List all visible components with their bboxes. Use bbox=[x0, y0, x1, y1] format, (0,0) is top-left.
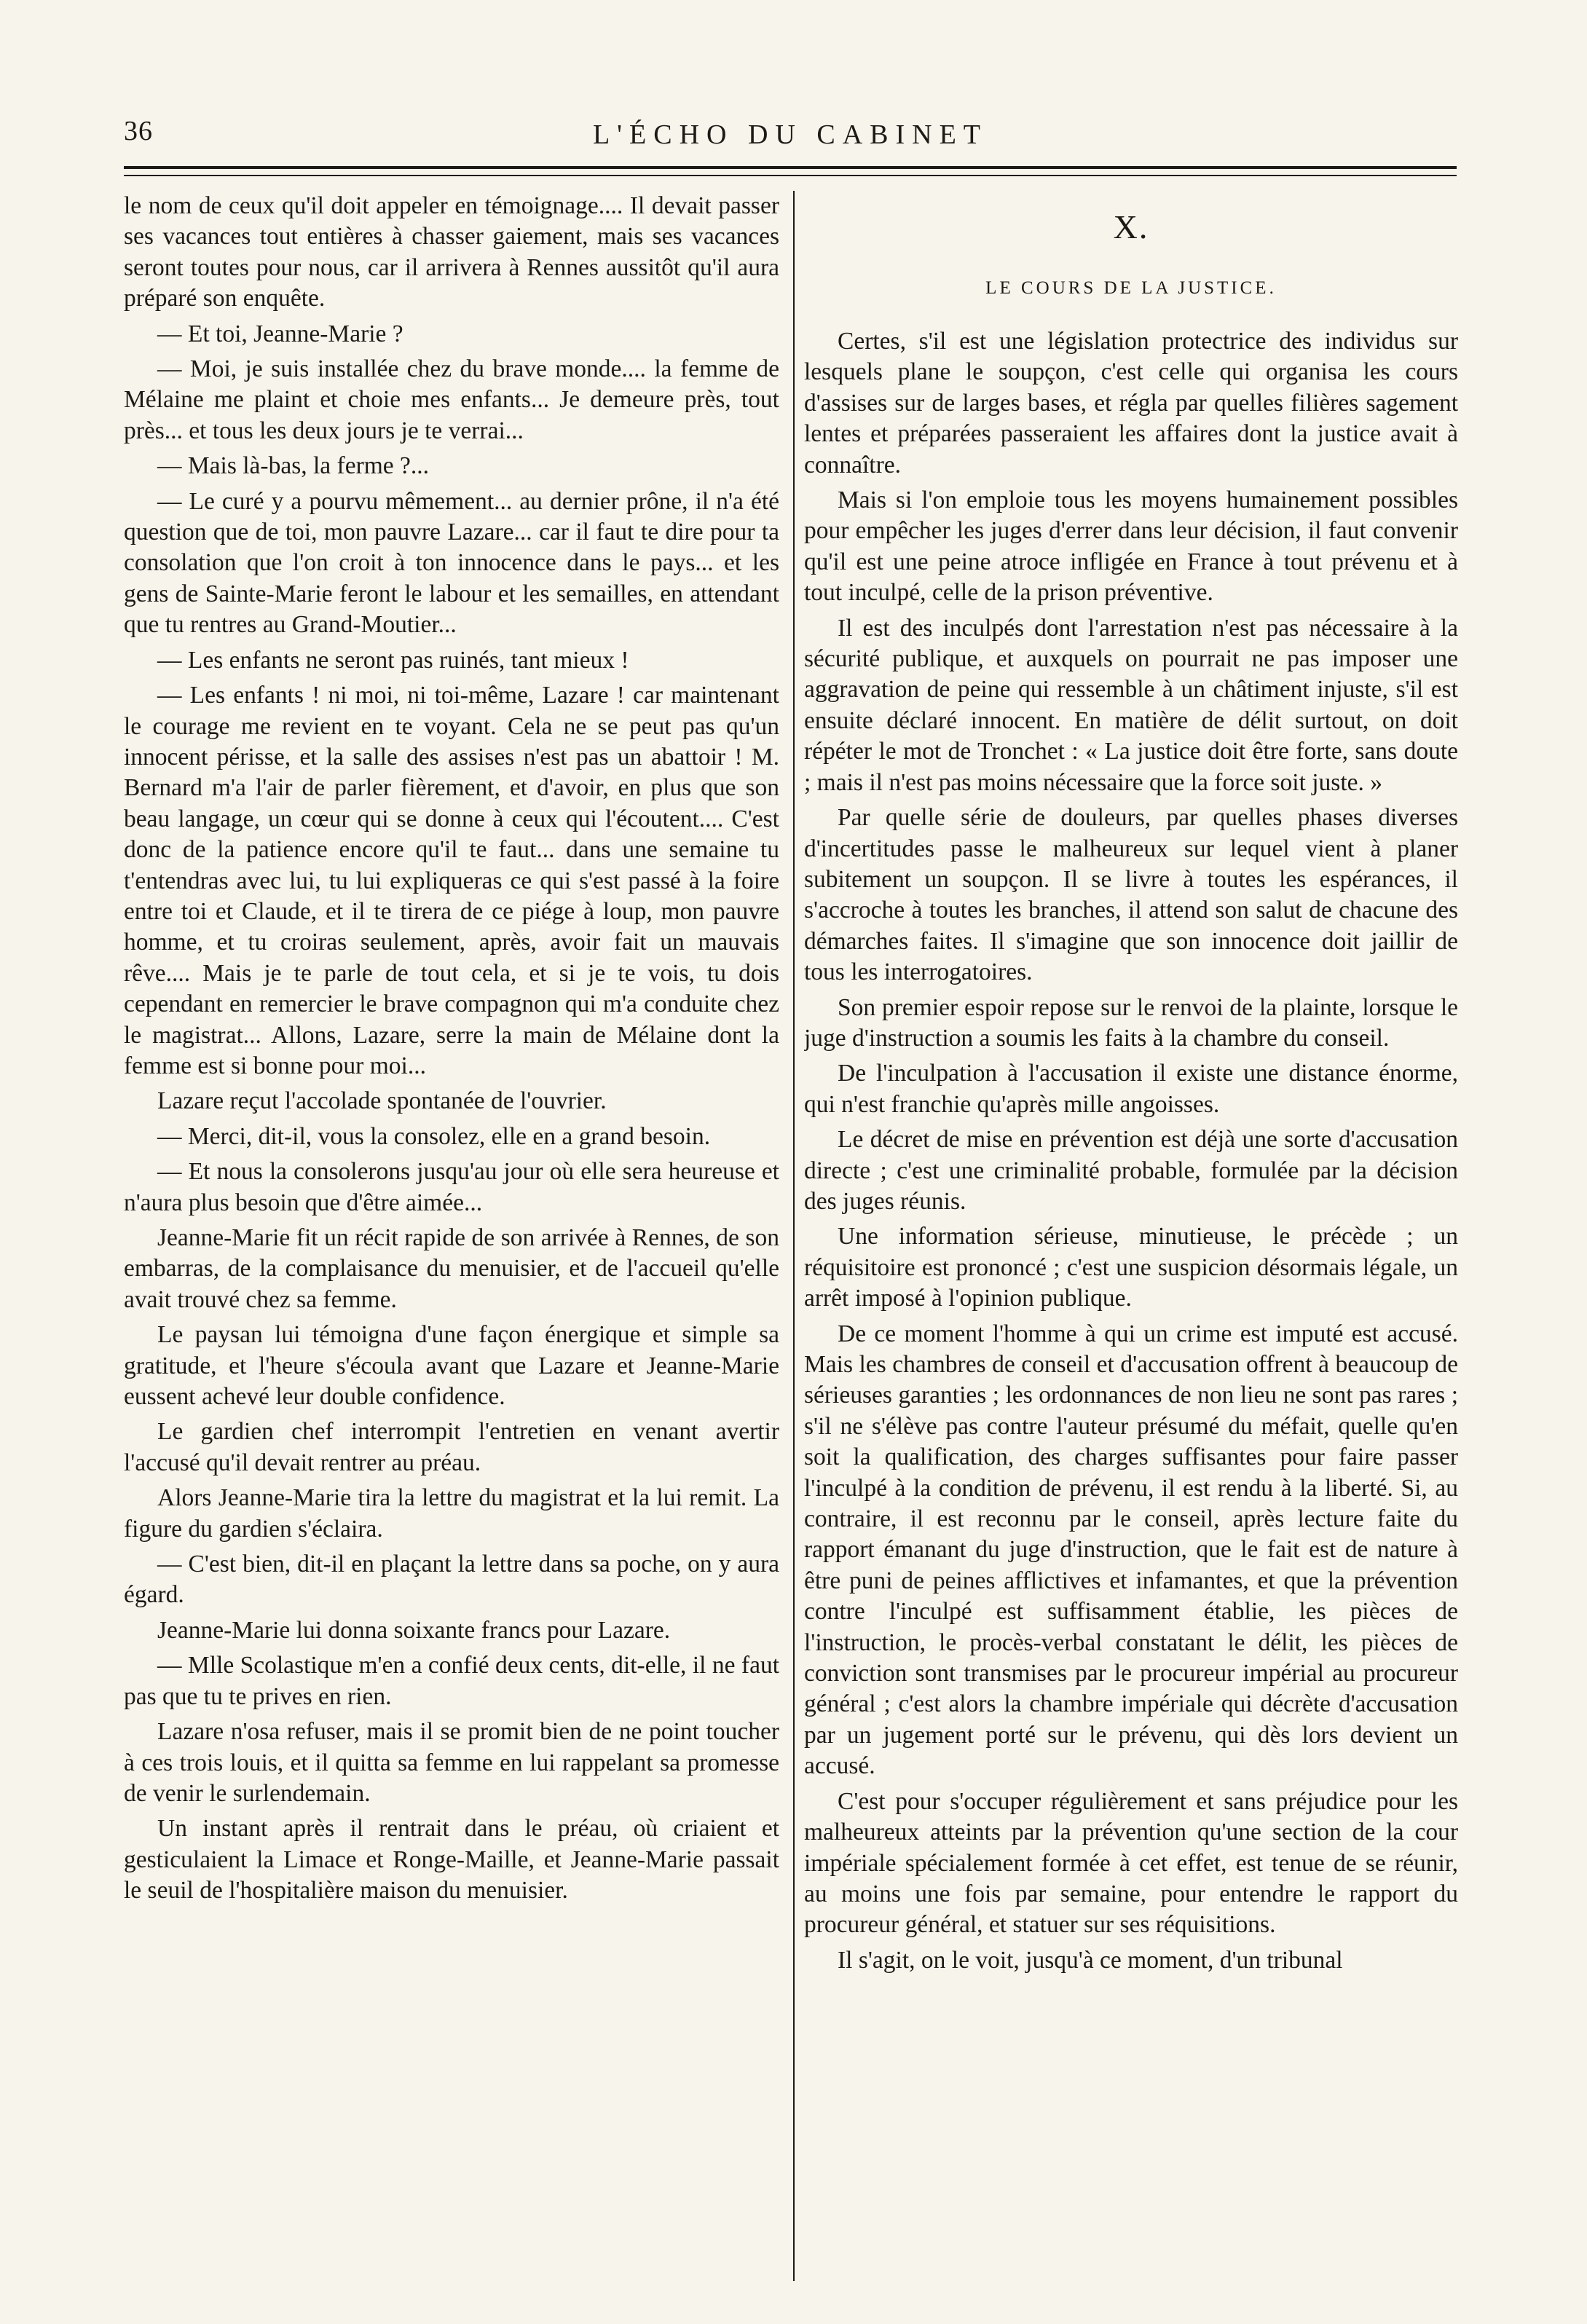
paragraph: De ce moment l'homme à qui un crime est imputé est accusé. Mais les chambres de conseil et d'accusation offrent à beaucoup de sérieuses garanties ; les ordonnances de non lieu ne sont pas rares ; s'il ne s'élève pas contre l'auteur présumé du méfait, quelle qu'en soit la qualification, des charges suffisantes pour faire passer l'inculpé à la condition de prévenu, il est rendu à la liberté. Si, au contraire, il est reconnu par le conseil, après lecture faite du rapport émanant du juge d'instruction, que le fait est de nature à être puni de peines afflictives et infamantes, et que la prévention contre l'inculpé est suffisamment établie, les pièces de l'instruction, le procès-verbal constatant le délit, les pièces de conviction sont transmises par le procureur impérial au procureur général ; c'est alors la chambre impériale qui décrète d'accusation par un jugement porté sur le prévenu, qui dès lors devient un accusé. bbox=[804, 1320, 1458, 1780]
header-rule-thick bbox=[124, 166, 1457, 169]
chapter-title: LE COURS DE LA JUSTICE. bbox=[985, 278, 1277, 298]
paragraph: Alors Jeanne-Marie tira la lettre du magistrat et la lui remit. La figure du gardien s'éclaira. bbox=[124, 1484, 779, 1543]
column-divider bbox=[793, 191, 795, 2281]
header-rule-thin bbox=[124, 175, 1457, 176]
paragraph: Jeanne-Marie fit un récit rapide de son arrivée à Rennes, de son embarras, de la complaisance du menuisier, et de l'accueil qu'elle avait trouvé chez sa femme. bbox=[124, 1224, 779, 1313]
left-column bbox=[124, 191, 779, 2303]
paragraph: Il est des inculpés dont l'arrestation n'est pas nécessaire à la sécurité publique, et auxquels on pourrait ne pas imposer une aggravation de peine qui ressemble à un châtiment injuste, s'il est ensuite déclaré innocent. En matière de délit surtout, on doit répéter le mot de Tronchet : « La justice doit être forte, sans doute ; mais il n'est pas moins nécessaire que la force soit juste. » bbox=[804, 614, 1458, 796]
paragraph: — Le curé y a pourvu mêmement... au dernier prône, il n'a été question que de toi, mon pauvre Lazare... car il faut te dire pour ta consolation que l'on croit à ton innocence dans le pays... et les gens de Sainte-Marie feront le labour et les semailles, en attendant que tu rentres au Grand-Moutier... bbox=[124, 487, 779, 639]
paragraph: Le paysan lui témoigna d'une façon énergique et simple sa gratitude, et l'heure s'écoula avant que Lazare et Jeanne-Marie eussent achevé leur double confidence. bbox=[124, 1321, 779, 1411]
paragraph: — Mais là-bas, la ferme ?... bbox=[157, 452, 430, 480]
right-column bbox=[804, 191, 1458, 2303]
paragraph: — Mlle Scolastique m'en a confié deux cents, dit-elle, il ne faut pas que tu te prives en rien. bbox=[124, 1652, 779, 1710]
paragraph: — C'est bien, dit-il en plaçant la lettre dans sa poche, on y aura égard. bbox=[124, 1551, 779, 1609]
paragraph: Le gardien chef interrompit l'entretien en venant avertir l'accusé qu'il devait rentrer au préau. bbox=[124, 1418, 779, 1476]
paragraph: C'est pour s'occuper régulièrement et sans préjudice pour les malheureux atteints par la prévention qu'une section de la cour impériale spécialement formée à cet effet, est tenue de se réunir, au moins une fois par semaine, pour entendre le rapport du procureur général, et statuer sur ses réquisitions. bbox=[804, 1787, 1458, 1939]
chapter-number: X. bbox=[1113, 208, 1149, 245]
paragraph: Lazare reçut l'accolade spontanée de l'ouvrier. bbox=[157, 1087, 607, 1115]
paragraph: le nom de ceux qu'il doit appeler en témoignage.... Il devait passer ses vacances tout entières à chasser gaiement, mais ses vacances seront toutes pour nous, car il arrivera à Rennes aussitôt qu'il aura préparé son enquête. bbox=[124, 192, 779, 312]
paragraph: — Et toi, Jeanne-Marie ? bbox=[157, 320, 403, 347]
paragraph: Certes, s'il est une législation protectrice des individus sur lesquels plane le soupçon, c'est celle qui organisa les cours d'assises sur de larges bases, et régla par quelles filières sagement lentes et préparées passeraient les affaires dont la justice avait à connaître. bbox=[804, 328, 1458, 478]
paragraph: Un instant après il rentrait dans le préau, où criaient et gesticulaient la Limace et Ronge-Maille, et Jeanne-Marie passait le seuil de l'hospitalière maison du menuisier. bbox=[124, 1815, 779, 1905]
paragraph: Lazare n'osa refuser, mais il se promit bien de ne point toucher à ces trois louis, et il quitta sa femme en lui rappelant sa promesse de venir le surlendemain. bbox=[124, 1718, 779, 1807]
paragraph: — Merci, dit-il, vous la consolez, elle en a grand besoin. bbox=[157, 1122, 711, 1150]
paragraph: Par quelle série de douleurs, par quelles phases diverses d'incertitudes passe le malheureux sur lequel vient à planer subitement un soupçon. Il se livre à toutes les espérances, il s'accroche à toutes les branches, il attend son salut de chacune des démarches faites. Il s'imagine que son innocence doit jaillir de tous les interrogatoires. bbox=[804, 804, 1458, 986]
page-header bbox=[124, 109, 1457, 160]
paragraph: — Et nous la consolerons jusqu'au jour où elle sera heureuse et n'aura plus besoin que d'être aimée... bbox=[124, 1158, 779, 1216]
paragraph: Son premier espoir repose sur le renvoi de la plainte, lorsque le juge d'instruction a soumis les faits à la chambre du conseil. bbox=[804, 993, 1458, 1052]
paragraph: Une information sérieuse, minutieuse, le précède ; un réquisitoire est prononcé ; c'est une suspicion désormais légale, un arrêt imposé à l'opinion publique. bbox=[804, 1223, 1458, 1312]
paragraph: — Les enfants ! ni moi, ni toi-même, Lazare ! car maintenant le courage me revient en te voyant. Cela ne se peut pas qu'un innocent périsse, et la salle des assises n'est pas un abattoir ! M. Bernard m'a l'air de parler fièrement, et d'avoir, en plus que son beau langage, un cœur qui se donne à ceux qui l'écoutent.... C'est donc de la patience encore qu'il te faut... dans une semaine tu t'entendras avec lui, tu lui expliqueras ce qui s'est passé à la foire entre toi et Claude, et il te tirera de ce piége à loup, mon pauvre homme, et tu croiras seulement, après, avoir fait un mauvais rêve.... Mais je te parle de tout cela, et si je te vois, tu dois cependant en remercier le brave compagnon qui m'a conduite chez le magistrat... Allons, Lazare, serre la main de Mélaine dont la femme est si bonne pour moi... bbox=[124, 682, 779, 1079]
page-number: 36 bbox=[124, 116, 153, 146]
paragraph: Mais si l'on emploie tous les moyens humainement possibles pour empêcher les juges d'errer dans leur décision, il faut convenir qu'il est une peine atroce infligée en France à tout prévenu et à tout inculpé, celle de la prison préventive. bbox=[804, 487, 1458, 607]
running-title: L'ÉCHO DU CABINET bbox=[592, 119, 988, 150]
paragraph: Il s'agit, on le voit, jusqu'à ce moment, d'un tribunal bbox=[838, 1946, 1343, 1974]
paragraph: — Moi, je suis installée chez du brave monde.... la femme de Mélaine me plaint et choie mes enfants... Je demeure près, tout près... et tous les deux jours je te verrai... bbox=[124, 355, 779, 444]
paragraph: Le décret de mise en prévention est déjà une sorte d'accusation directe ; c'est une criminalité probable, formulée par la décision des juges réunis. bbox=[804, 1126, 1458, 1215]
paragraph: Jeanne-Marie lui donna soixante francs pour Lazare. bbox=[157, 1616, 671, 1644]
paragraph: De l'inculpation à l'accusation il existe une distance énorme, qui n'est franchie qu'après mille angoisses. bbox=[804, 1060, 1458, 1118]
paragraph: — Les enfants ne seront pas ruinés, tant mieux ! bbox=[157, 646, 629, 674]
